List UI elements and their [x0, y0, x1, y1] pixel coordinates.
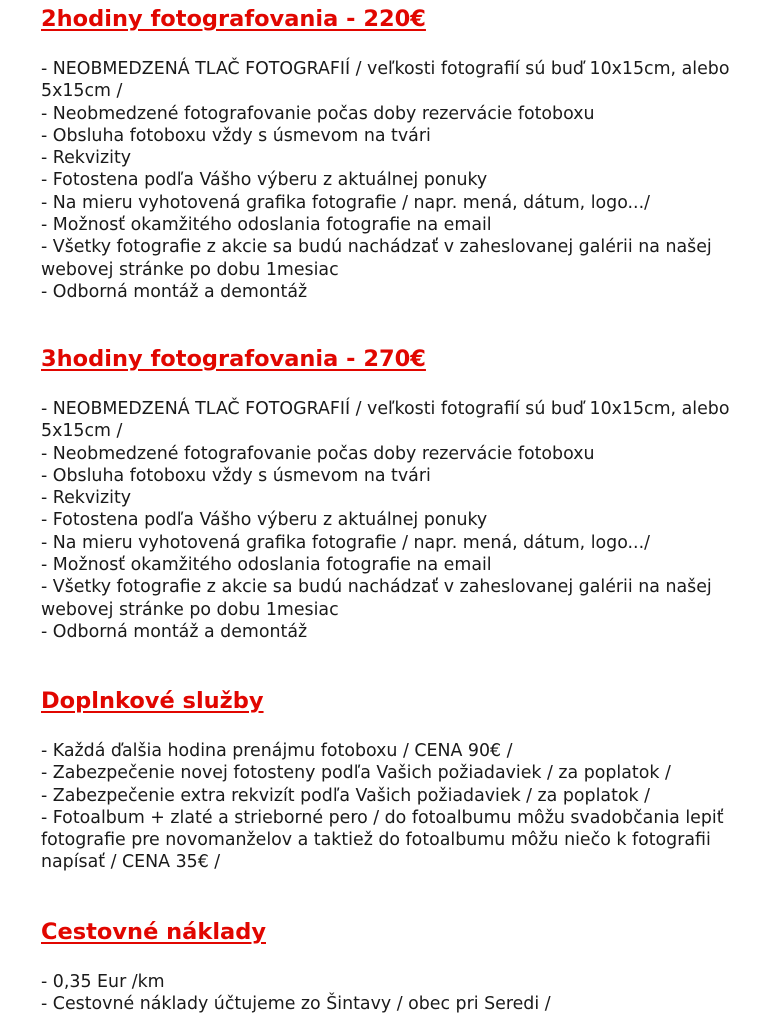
- list-item: - Fotoalbum + zlaté a strieborné pero / do fotoalbumu môžu svadobčania lepiť fotografie pre novomanželov a taktiež do fotoalbumu môžu niečo k fotografii napísať / CENA 35€ /: [41, 807, 724, 873]
- travel-cost-list: [41, 971, 741, 1016]
- list-item: - NEOBMEDZENÁ TLAČ FOTOGRAFIÍ / veľkosti fotografií sú buď 10x15cm, alebo 5x15cm /: [41, 399, 730, 442]
- list-item: - Na mieru vyhotovená grafika fotografie / napr. mená, dátum, logo.../: [41, 192, 650, 213]
- list-item: - Neobmedzené fotografovanie počas doby rezervácie fotoboxu: [41, 103, 595, 124]
- list-item: - Všetky fotografie z akcie sa budú nachádzať v zaheslovanej galérii na našej webovej stránke po dobu 1mesiac: [41, 577, 712, 620]
- list-item: - Odborná montáž a demontáž: [41, 621, 308, 642]
- list-item: - Zabezpečenie novej fotosteny podľa Vašich požiadaviek / za poplatok /: [41, 763, 671, 784]
- list-item: - Neobmedzené fotografovanie počas doby rezervácie fotoboxu: [41, 443, 595, 464]
- list-item: - Fotostena podľa Vášho výberu z aktuálnej ponuky: [41, 170, 488, 191]
- list-item: - Odborná montáž a demontáž: [41, 281, 308, 302]
- section-2-hours-package: [41, 2, 741, 303]
- list-item: - Každá ďalšia hodina prenájmu fotoboxu / CENA 90€ /: [41, 741, 513, 761]
- feature-list: [41, 398, 741, 643]
- list-item: - Cestovné náklady účtujeme zo Šintavy / obec pri Seredi /: [41, 994, 551, 1015]
- section-heading: 3hodiny fotografovania - 270€: [41, 346, 426, 372]
- section-heading: 2hodiny fotografovania - 220€: [41, 6, 426, 32]
- section-heading: Cestovné náklady: [41, 919, 266, 945]
- list-item: - Obsluha fotoboxu vždy s úsmevom na tvári: [41, 125, 431, 146]
- list-item: - Možnosť okamžitého odoslania fotografie na email: [41, 555, 492, 576]
- list-item: - Možnosť okamžitého odoslania fotografie na email: [41, 215, 492, 236]
- list-item: - Rekvizity: [41, 488, 132, 509]
- section-3-hours-package: [41, 342, 741, 643]
- list-item: - Rekvizity: [41, 148, 132, 169]
- list-item: - 0,35 Eur /km: [41, 972, 165, 992]
- list-item: - NEOBMEDZENÁ TLAČ FOTOGRAFIÍ / veľkosti fotografií sú buď 10x15cm, alebo 5x15cm /: [41, 59, 730, 102]
- list-item: - Všetky fotografie z akcie sa budú nachádzať v zaheslovanej galérii na našej webovej stránke po dobu 1mesiac: [41, 237, 712, 280]
- feature-list: [41, 58, 741, 303]
- list-item: - Na mieru vyhotovená grafika fotografie / napr. mená, dátum, logo.../: [41, 532, 650, 553]
- section-heading: Doplnkové služby: [41, 688, 264, 714]
- list-item: - Zabezpečenie extra rekvizít podľa Vašich požiadaviek / za poplatok /: [41, 785, 650, 806]
- services-list: [41, 740, 741, 874]
- list-item: - Obsluha fotoboxu vždy s úsmevom na tvári: [41, 465, 431, 486]
- section-travel-costs: [41, 915, 741, 1016]
- section-additional-services: [41, 684, 741, 874]
- list-item: - Fotostena podľa Vášho výberu z aktuálnej ponuky: [41, 510, 488, 531]
